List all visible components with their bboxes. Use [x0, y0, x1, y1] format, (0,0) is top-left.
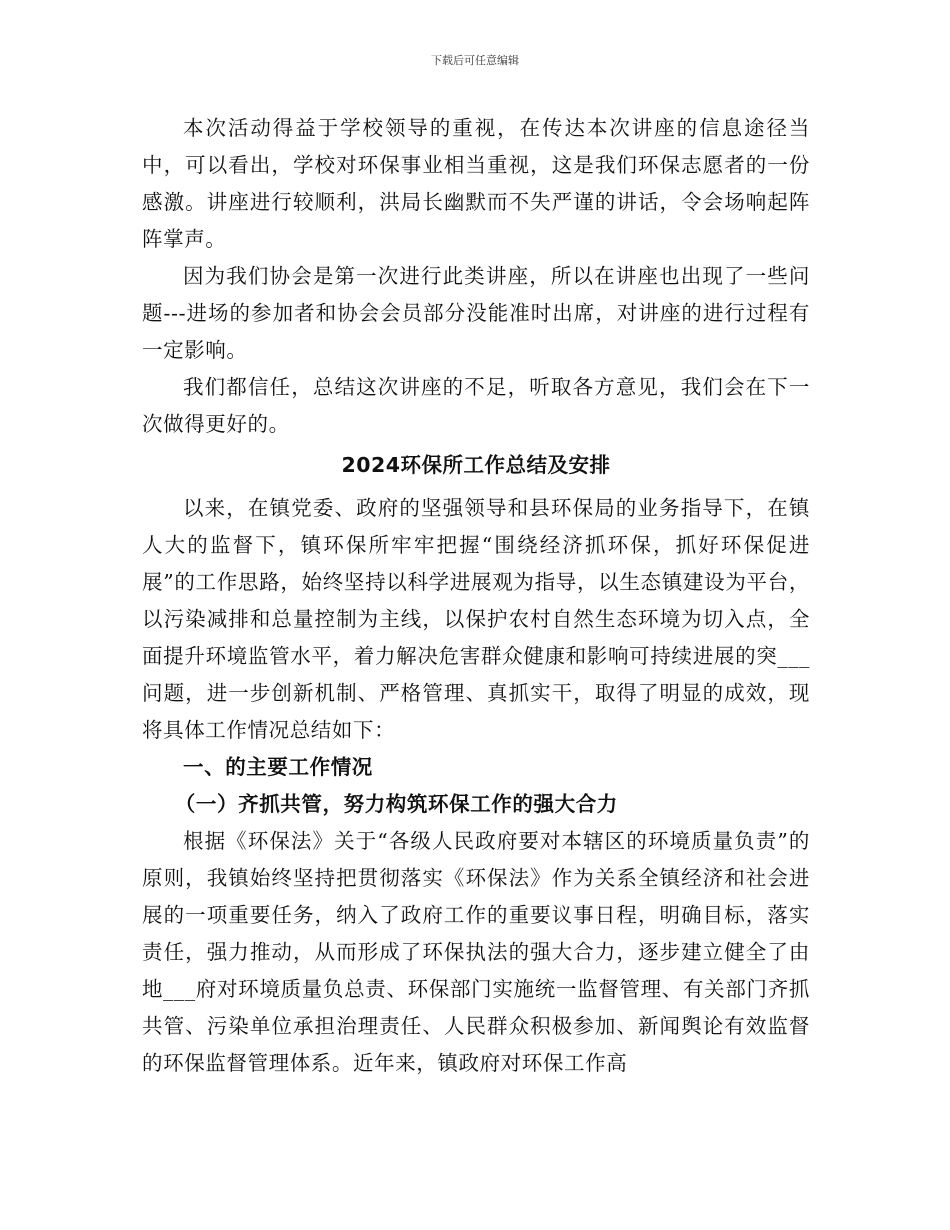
paragraph-issues: 因为我们协会是第一次进行此类讲座，所以在讲座也出现了一些问题---进场的参加者和协会会员部分没能准时出席，对讲座的进行过程有一定影响。 [142, 264, 810, 362]
subsection-heading: （一）齐抓共管，努力构筑环保工作的强大合力 [174, 792, 618, 816]
section-heading: 一、的主要工作情况 [183, 755, 373, 779]
paragraph-conclusion: 我们都信任，总结这次讲座的不足，听取各方意见，我们会在下一次做得更好的。 [142, 375, 810, 436]
paragraph-intro: 以来，在镇党委、政府的坚强领导和县环保局的业务指导下，在镇人大的监督下，镇环保所牢牢把握“围绕经济抓环保，抓好环保促进展”的工作思路，始终坚持以科学进展观为指导，以生态镇建设为平台，以污染减排和总量控制为主线，以保护农村自然生态环境为切入点，全面提升环境监管水平，着力解决危害群众健康和影响可持续进展的突___问题，进一步创新机制、严格管理、真抓实干，取得了明显的成效，现将具体工作情况总结如下： [142, 496, 810, 742]
page-header: 下载后可任意编辑 [431, 54, 519, 67]
document-body [142, 110, 810, 1082]
document-title: 2024环保所工作总结及安排 [341, 453, 611, 477]
paragraph-activity-summary: 本次活动得益于学校领导的重视，在传达本次讲座的信息途径当中，可以看出，学校对环保事业相当重视，这是我们环保志愿者的一份感激。讲座进行较顺利，洪局长幽默而不失严谨的讲话，令会场响起阵阵掌声。 [142, 116, 810, 251]
paragraph-body: 根据《环保法》关于“各级人民政府要对本辖区的环境质量负责”的原则，我镇始终坚持把贯彻落实《环保法》作为关系全镇经济和社会进展的一项重要任务，纳入了政府工作的重要议事日程，明确目标，落实责任，强力推动，从而形成了环保执法的强大合力，逐步建立健全了由地___府对环境质量负总责、环保部门实施统一监督管理、有关部门齐抓共管、污染单位承担治理责任、人民群众积极参加、新闻舆论有效监督的环保监督管理体系。近年来，镇政府对环保工作高 [142, 829, 810, 1075]
